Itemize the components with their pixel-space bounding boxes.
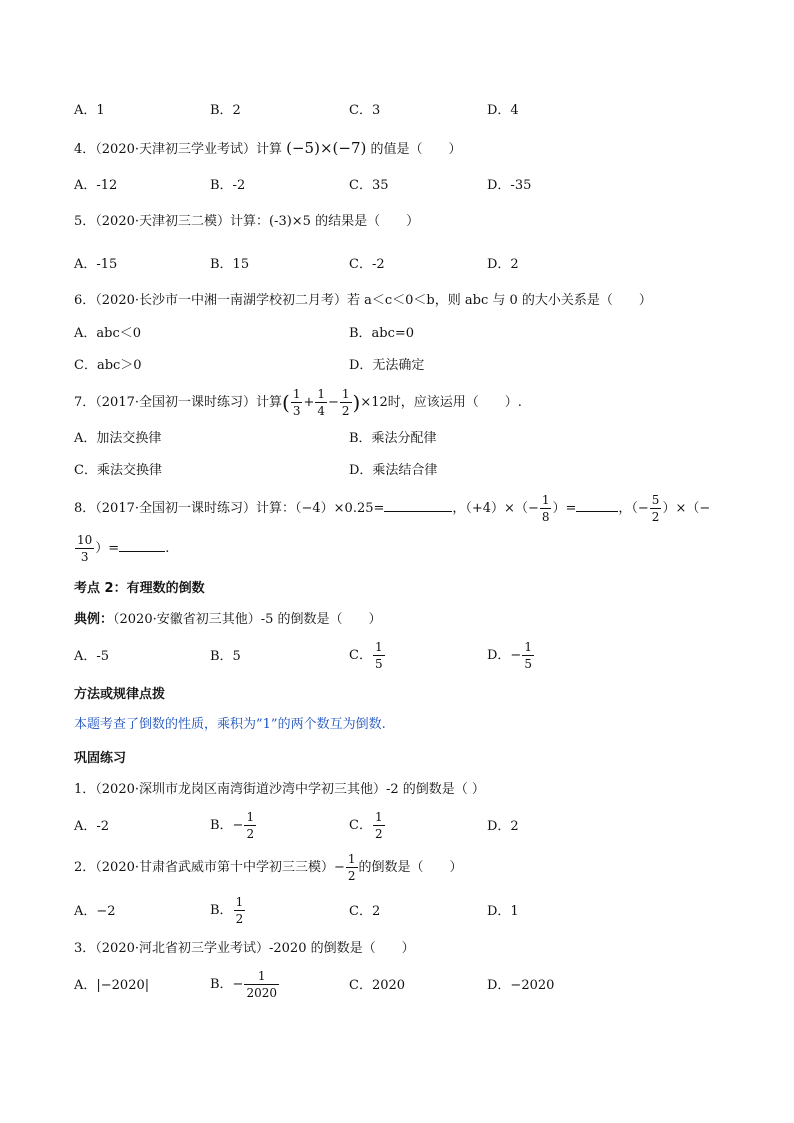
denominator: 2 xyxy=(651,510,660,524)
option-b: B．abc=0 xyxy=(349,326,415,341)
denominator: 2 xyxy=(374,827,383,841)
example-question xyxy=(74,611,382,629)
numerator: 5 xyxy=(651,493,660,507)
option-c xyxy=(349,806,386,846)
operator: + xyxy=(303,395,315,410)
question-4 xyxy=(74,139,462,159)
option-b: B．-2 xyxy=(210,178,246,193)
option-a: A．-15 xyxy=(74,257,118,272)
fraction xyxy=(346,853,358,882)
fraction xyxy=(234,896,246,925)
option-d: D．−2020 xyxy=(487,978,555,993)
option-c: C．35 xyxy=(349,178,389,193)
option-a: A．-12 xyxy=(74,178,118,193)
option-label: B． xyxy=(210,903,233,918)
option-a: A．-2 xyxy=(74,819,110,834)
option-b: B．2 xyxy=(210,103,241,118)
practice-question-1: 1．（2020·深圳市龙岗区南湾街道沙湾中学初三其他）-2 的倒数是（ ） xyxy=(74,782,485,797)
method-heading: 方法或规律点拨 xyxy=(74,687,166,702)
option-a: A．−2 xyxy=(74,904,116,919)
question-text: 2．（2020·甘肃省武威市第十中学初三三模）− xyxy=(74,860,345,875)
answer-blank[interactable] xyxy=(119,538,165,552)
option-c: C．abc＞0 xyxy=(74,358,142,373)
denominator: 8 xyxy=(541,510,550,524)
denominator: 2 xyxy=(347,869,356,883)
denominator: 3 xyxy=(292,404,301,418)
numerator: 1 xyxy=(347,852,356,866)
fraction xyxy=(540,494,552,523)
option-a: A．|−2020| xyxy=(74,978,150,993)
option-d: D．-35 xyxy=(487,178,532,193)
fraction xyxy=(340,388,352,417)
option-a: A．1 xyxy=(74,103,105,118)
denominator: 2020 xyxy=(246,986,277,1000)
option-a: A．-5 xyxy=(74,649,110,664)
numerator: 1 xyxy=(246,810,255,824)
question-text: . xyxy=(165,541,170,556)
option-c: C．3 xyxy=(349,103,381,118)
option-d: D．2 xyxy=(487,819,519,834)
option-b xyxy=(210,965,280,1005)
math-expression: (−5)×(−7) xyxy=(286,139,367,157)
numerator: 1 xyxy=(317,387,325,401)
option-label: C． xyxy=(349,648,372,663)
operator: − xyxy=(328,395,339,410)
option-d: D．1 xyxy=(487,904,519,919)
numerator: 10 xyxy=(77,533,93,547)
answer-blank[interactable] xyxy=(576,498,618,512)
question-text: ，（− xyxy=(618,501,649,516)
option-c: C．2 xyxy=(349,904,381,919)
fraction xyxy=(291,388,303,417)
numerator: 1 xyxy=(374,640,383,654)
denominator: 5 xyxy=(524,657,532,671)
question-text: ）×（− xyxy=(662,501,711,516)
question-text: ）= xyxy=(552,501,577,516)
option-b xyxy=(210,891,246,931)
option-b: B．5 xyxy=(210,649,241,664)
question-text: 的值是（ ） xyxy=(370,142,462,157)
fraction xyxy=(373,641,385,670)
fraction xyxy=(650,494,662,523)
denominator: 2 xyxy=(235,912,244,926)
question-text: 7．（2017·全国初一课时练习）计算 xyxy=(74,395,282,410)
fraction xyxy=(244,811,256,840)
fraction xyxy=(315,388,327,417)
option-c: C．乘法交换律 xyxy=(74,463,162,478)
question-8 xyxy=(74,490,710,528)
option-d: D．2 xyxy=(487,257,519,272)
option-a: A．加法交换律 xyxy=(74,431,162,446)
option-b: B．15 xyxy=(210,257,250,272)
practice-question-3: 3．（2020·河北省初三学业考试）-2020 的倒数是（ ） xyxy=(74,941,415,956)
question-6: 6．（2020·长沙市一中湘一南湖学校初二月考）若 a＜c＜0＜b，则 abc 与 0 的大小关系是（ ） xyxy=(74,293,652,308)
option-d xyxy=(487,636,535,676)
right-paren: ) xyxy=(352,390,361,415)
denominator: 2 xyxy=(246,827,255,841)
option-b: B．乘法分配律 xyxy=(349,431,437,446)
fraction xyxy=(75,534,94,563)
denominator: 5 xyxy=(374,657,383,671)
numerator: 1 xyxy=(374,810,383,824)
numerator: 1 xyxy=(244,970,279,985)
option-d: D．无法确定 xyxy=(349,358,425,373)
question-5: 5．（2020·天津初三二模）计算：(-3)×5 的结果是（ ） xyxy=(74,214,420,229)
question-text: ）= xyxy=(95,541,120,556)
section-heading: 考点 2：有理数的倒数 xyxy=(74,581,205,596)
denominator: 3 xyxy=(80,550,89,564)
numerator: 1 xyxy=(541,493,550,507)
option-label: B．− xyxy=(210,977,244,992)
answer-blank[interactable] xyxy=(384,498,452,512)
option-b xyxy=(210,806,257,846)
numerator: 1 xyxy=(341,387,350,401)
question-text: 的倒数是（ ） xyxy=(358,860,463,875)
option-c: C．-2 xyxy=(349,257,385,272)
numerator: 1 xyxy=(524,640,532,654)
fraction xyxy=(522,641,534,670)
option-c xyxy=(349,636,386,676)
question-text: ×12时，应该运用（ ）. xyxy=(360,395,522,410)
option-label: B．− xyxy=(210,818,244,833)
numerator: 1 xyxy=(235,895,244,909)
question-text: （2020·安徽省初三其他）-5 的倒数是（ ） xyxy=(113,612,382,627)
option-c: C．2020 xyxy=(349,978,406,993)
denominator: 4 xyxy=(317,404,325,418)
practice-heading: 巩固练习 xyxy=(74,751,127,766)
denominator: 2 xyxy=(341,404,350,418)
practice-question-2 xyxy=(74,848,463,888)
method-note: 本题考查了倒数的性质，乘积为”1”的两个数互为倒数. xyxy=(74,717,386,732)
numerator: 1 xyxy=(292,387,301,401)
left-paren: ( xyxy=(282,390,290,415)
question-7 xyxy=(74,384,522,422)
question-text: ，（+4）×（− xyxy=(452,501,539,516)
option-a: A．abc＜0 xyxy=(74,326,142,341)
example-label: 典例： xyxy=(74,612,114,627)
option-d: D．4 xyxy=(487,103,519,118)
option-label: D．− xyxy=(487,648,522,663)
question-8-continued xyxy=(74,530,169,568)
option-d: D．乘法结合律 xyxy=(349,463,438,478)
fraction xyxy=(373,811,385,840)
option-label: C． xyxy=(349,818,372,833)
question-text: 8．（2017·全国初一课时练习）计算：（−4）×0.25= xyxy=(74,501,385,516)
question-text: 4．（2020·天津初三学业考试）计算 xyxy=(74,142,282,157)
fraction xyxy=(244,970,279,999)
